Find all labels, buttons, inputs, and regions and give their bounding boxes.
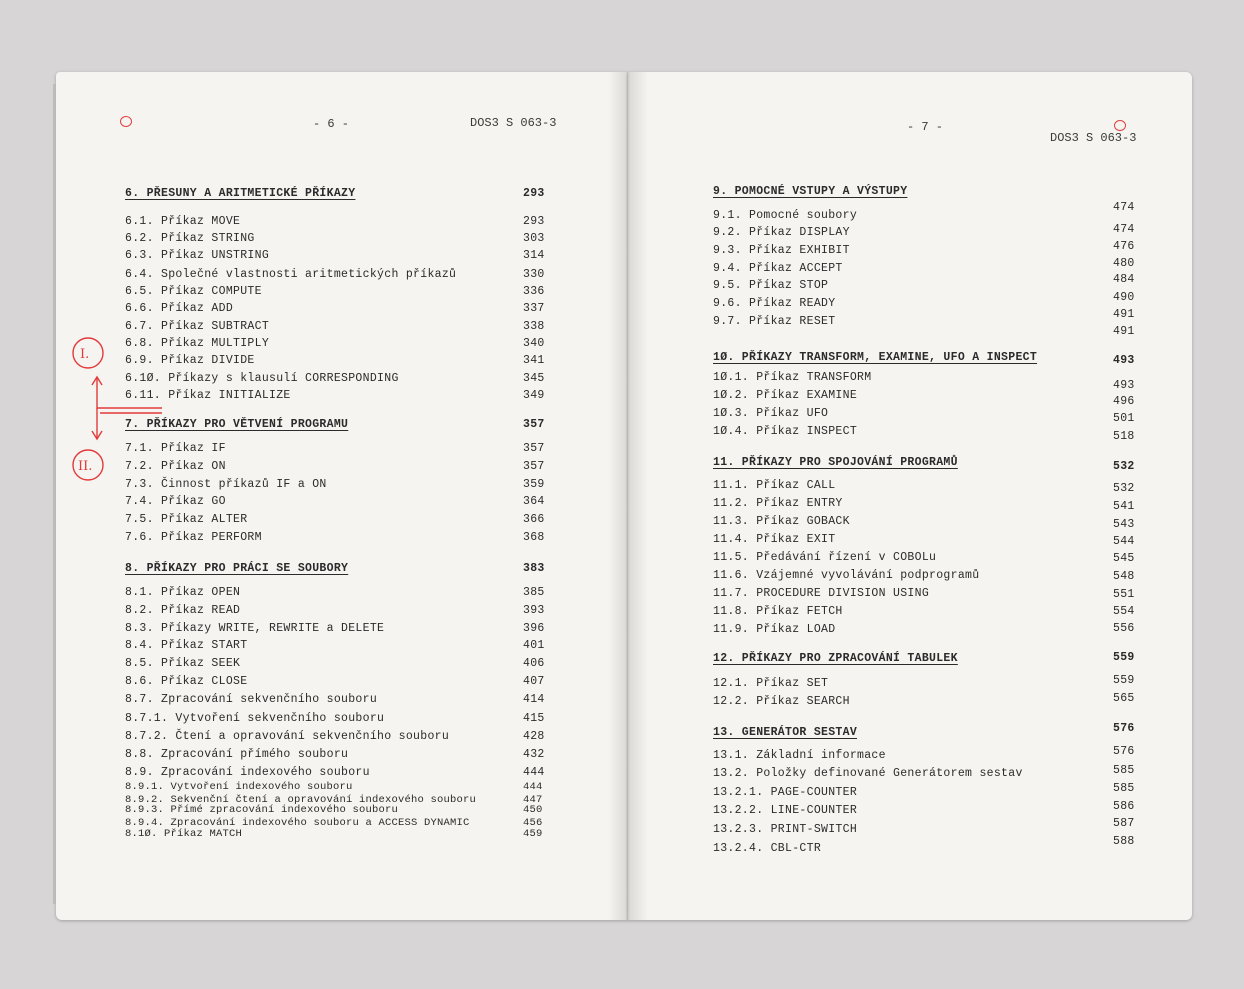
toc-entry-title: 7.1. Příkaz IF [125, 442, 226, 455]
toc-entry-title: 7.2. Příkaz ON [125, 460, 226, 473]
toc-entry-page: 303 [523, 232, 545, 245]
toc-entry-title: 9. POMOCNÉ VSTUPY A VÝSTUPY [713, 185, 908, 198]
toc-entry [125, 730, 565, 744]
toc-section-heading [713, 456, 1153, 473]
toc-entry-title: 6.1. Příkaz MOVE [125, 215, 241, 228]
toc-entry-title: 11.7. PROCEDURE DIVISION USING [713, 587, 930, 600]
toc-entry-title: 7.4. Příkaz GO [125, 495, 226, 508]
toc-entry [125, 354, 565, 368]
toc-entry-title: 6.3. Příkaz UNSTRING [125, 249, 270, 262]
toc-entry [125, 337, 565, 351]
toc-entry-title: 7.3. Činnost příkazů IF a ON [125, 478, 327, 491]
toc-entry-title: 13.2.4. CBL-CTR [713, 842, 822, 855]
toc-entry-page: 401 [523, 639, 545, 652]
toc-entry [125, 604, 565, 618]
toc-entry-title: 8.4. Příkaz START [125, 639, 248, 652]
annotation-mark-1: I. [80, 347, 90, 362]
toc-entry-title: 6.7. Příkaz SUBTRACT [125, 320, 270, 333]
toc-section-heading [713, 652, 1153, 666]
toc-entry [713, 764, 1153, 781]
toc-entry-page: 368 [523, 531, 545, 544]
toc-entry-title: 13.2.1. PAGE-COUNTER [713, 786, 858, 799]
toc-entry-page: 406 [523, 657, 545, 670]
toc-entry-page: 357 [523, 442, 545, 455]
toc-entry [713, 201, 1153, 223]
toc-entry-page: 407 [523, 675, 545, 688]
toc-entry [713, 371, 1153, 392]
toc-entry-page: 338 [523, 320, 545, 333]
toc-entry-page: 559 [1113, 674, 1135, 687]
toc-entry [713, 515, 1153, 529]
toc-entry-title: 11.2. Příkaz ENTRY [713, 497, 843, 510]
toc-entry-title: 8.6. Příkaz CLOSE [125, 675, 248, 688]
toc-entry-title: 1Ø.4. Příkaz INSPECT [713, 425, 858, 438]
toc-entry-page: 541 [1113, 500, 1135, 513]
toc-entry-page: 548 [1113, 570, 1135, 583]
left-page-number: - 6 - [313, 117, 350, 131]
annotation-arrow-up-line [97, 378, 162, 408]
toc-entry [125, 693, 565, 707]
toc-entry-title: 9.5. Příkaz STOP [713, 279, 829, 292]
toc-entry [125, 766, 565, 780]
toc-entry-page: 585 [1113, 782, 1135, 795]
toc-entry [125, 531, 565, 545]
toc-entry-title: 7.6. Příkaz PERFORM [125, 531, 262, 544]
toc-entry-title: 9.2. Příkaz DISPLAY [713, 226, 850, 239]
toc-entry-page: 450 [523, 804, 543, 816]
toc-entry [125, 442, 565, 456]
toc-entry [125, 622, 565, 636]
toc-entry-page: 364 [523, 495, 545, 508]
toc-entry-page: 459 [523, 828, 543, 840]
toc-entry-page: 491 [1113, 325, 1135, 338]
toc-entry [713, 674, 1153, 691]
toc-entry-page: 493 [1113, 354, 1135, 367]
toc-entry-title: 8.9.2. Sekvenční čtení a opravování indexového souboru [125, 794, 477, 806]
toc-entry-title: 6.9. Příkaz DIVIDE [125, 354, 255, 367]
toc-entry [713, 835, 1153, 856]
toc-entry-page: 559 [1113, 651, 1135, 664]
toc-entry-title: 12.2. Příkaz SEARCH [713, 695, 850, 708]
toc-entry-title: 9.1. Pomocné soubory [713, 209, 858, 222]
toc-entry-title: 8.7. Zpracování sekvenčního souboru [125, 693, 378, 706]
red-annotations [70, 335, 180, 490]
toc-entry-page: 496 [1113, 395, 1135, 408]
toc-entry [713, 497, 1153, 511]
toc-entry-title: 9.6. Příkaz READY [713, 297, 836, 310]
toc-entry-page: 385 [523, 586, 545, 599]
toc-entry [125, 372, 565, 386]
toc-entry [713, 223, 1153, 240]
toc-entry-page: 415 [523, 712, 545, 725]
toc-entry-page: 532 [1113, 460, 1135, 473]
toc-entry-page: 447 [523, 794, 543, 806]
toc-entry [713, 425, 1153, 443]
toc-entry-page: 586 [1113, 800, 1135, 813]
toc-entry [125, 781, 565, 795]
toc-entry [713, 273, 1153, 293]
toc-entry-title: 11.6. Vzájemné vyvolávání podprogramů [713, 569, 980, 582]
toc-entry-title: 12.1. Příkaz SET [713, 677, 829, 690]
toc-entry-title: 1Ø.2. Příkaz EXAMINE [713, 389, 858, 402]
toc-entry-page: 428 [523, 730, 545, 743]
toc-entry-title: 8.9.4. Zpracování indexového souboru a ACCESS DYNAMIC [125, 817, 470, 829]
toc-entry-title: 11.1. Příkaz CALL [713, 479, 836, 492]
toc-entry-title: 8. PŘÍKAZY PRO PRÁCI SE SOUBORY [125, 562, 349, 575]
toc-entry [125, 586, 565, 600]
toc-entry-page: 349 [523, 389, 545, 402]
toc-entry-page: 587 [1113, 817, 1135, 830]
toc-entry-page: 476 [1113, 240, 1135, 253]
toc-entry-title: 12. PŘÍKAZY PRO ZPRACOVÁNÍ TABULEK [713, 652, 958, 665]
toc-entry-page: 357 [523, 460, 545, 473]
toc-entry-title: 6.8. Příkaz MULTIPLY [125, 337, 270, 350]
toc-entry-page: 484 [1113, 273, 1135, 286]
toc-section-heading [125, 562, 565, 576]
toc-entry-page: 393 [523, 604, 545, 617]
right-page-number: - 7 - [907, 120, 944, 134]
toc-entry [125, 828, 565, 842]
toc-entry-page: 340 [523, 337, 545, 350]
toc-entry-title: 6.4. Společné vlastnosti aritmetických příkazů [125, 268, 457, 281]
toc-entry-page: 565 [1113, 692, 1135, 705]
toc-section-heading [125, 418, 565, 432]
toc-section-heading [713, 351, 1153, 365]
toc-entry [713, 587, 1153, 601]
toc-entry-page: 493 [1113, 379, 1135, 392]
toc-entry-page: 432 [523, 748, 545, 761]
right-doc-id: DOS3 S 063-3 [1050, 131, 1137, 145]
toc-entry [713, 291, 1153, 311]
toc-section-heading [713, 185, 1153, 199]
toc-entry [713, 325, 1153, 339]
toc-entry [713, 407, 1153, 425]
toc-entry [125, 748, 565, 762]
toc-entry-title: 8.7.2. Čtení a opravování sekvenčního souboru [125, 730, 450, 743]
toc-entry-title: 13.1. Základní informace [713, 749, 886, 762]
toc-entry-page: 396 [523, 622, 545, 635]
toc-entry-title: 6.5. Příkaz COMPUTE [125, 285, 262, 298]
toc-entry-title: 11.9. Příkaz LOAD [713, 623, 836, 636]
toc-entry [125, 804, 565, 818]
toc-entry-title: 7. PŘÍKAZY PRO VĚTVENÍ PROGRAMU [125, 418, 349, 431]
toc-entry [713, 533, 1153, 547]
toc-entry [713, 569, 1153, 583]
toc-entry-page: 543 [1113, 518, 1135, 531]
toc-entry [713, 551, 1153, 565]
toc-entry [125, 268, 565, 282]
red-circle-mark-left [120, 116, 132, 127]
toc-entry-page: 293 [523, 215, 545, 228]
toc-entry-title: 6.6. Příkaz ADD [125, 302, 234, 315]
toc-entry [713, 800, 1153, 818]
toc-entry-page: 359 [523, 478, 545, 491]
toc-entry-title: 11. PŘÍKAZY PRO SPOJOVÁNÍ PROGRAMŮ [713, 456, 958, 469]
toc-entry-page: 444 [523, 781, 543, 793]
toc-entry [125, 249, 565, 263]
toc-entry-title: 13.2. Položky definované Generátorem sestav [713, 767, 1023, 780]
toc-entry-title: 11.4. Příkaz EXIT [713, 533, 836, 546]
toc-entry-page: 345 [523, 372, 545, 385]
toc-entry-title: 7.5. Příkaz ALTER [125, 513, 248, 526]
toc-entry [713, 240, 1153, 258]
toc-entry-title: 13. GENERÁTOR SESTAV [713, 726, 858, 739]
toc-entry-page: 490 [1113, 291, 1135, 304]
toc-entry-page: 554 [1113, 605, 1135, 618]
toc-entry-title: 8.3. Příkazy WRITE, REWRITE a DELETE [125, 622, 385, 635]
toc-entry-title: 8.8. Zpracování přímého souboru [125, 748, 349, 761]
toc-entry [713, 479, 1153, 493]
toc-entry [713, 782, 1153, 800]
toc-entry [125, 302, 565, 316]
toc-entry [125, 712, 565, 726]
toc-entry-title: 11.8. Příkaz FETCH [713, 605, 843, 618]
toc-entry [125, 478, 565, 492]
toc-entry [713, 605, 1153, 619]
red-circle-mark-right [1114, 120, 1126, 131]
toc-entry-page: 444 [523, 766, 545, 779]
toc-entry-page: 341 [523, 354, 545, 367]
toc-entry [125, 495, 565, 509]
toc-entry [713, 257, 1153, 276]
toc-entry-title: 9.7. Příkaz RESET [713, 315, 836, 328]
toc-entry-title: 8.9. Zpracování indexového souboru [125, 766, 370, 779]
toc-entry-title: 1Ø.3. Příkaz UFO [713, 407, 829, 420]
toc-entry [125, 460, 565, 474]
toc-entry-page: 474 [1113, 201, 1135, 214]
toc-entry-page: 357 [523, 418, 545, 431]
toc-entry [125, 639, 565, 653]
toc-entry-title: 8.2. Příkaz READ [125, 604, 241, 617]
toc-entry-page: 383 [523, 562, 545, 575]
toc-entry [125, 389, 565, 403]
toc-entry-title: 8.5. Příkaz SEEK [125, 657, 241, 670]
toc-entry-page: 414 [523, 693, 545, 706]
toc-section-heading [125, 187, 565, 201]
toc-entry [713, 745, 1153, 763]
toc-entry-title: 13.2.2. LINE-COUNTER [713, 804, 858, 817]
toc-entry [125, 675, 565, 689]
toc-entry-title: 11.5. Předávání řízení v COBOLu [713, 551, 937, 564]
toc-entry [713, 692, 1153, 709]
toc-entry-title: 11.3. Příkaz GOBACK [713, 515, 850, 528]
toc-entry-page: 474 [1113, 223, 1135, 236]
toc-entry-page: 518 [1113, 430, 1135, 443]
toc-entry-page: 480 [1113, 257, 1135, 270]
left-doc-id: DOS3 S 063-3 [470, 116, 557, 130]
toc-entry-title: 6.2. Příkaz STRING [125, 232, 255, 245]
toc-entry-title: 8.9.3. Přímé zpracování indexového souboru [125, 804, 399, 816]
toc-entry-title: 9.3. Příkaz EXHIBIT [713, 244, 850, 257]
toc-entry-page: 314 [523, 249, 545, 262]
toc-entry-title: 8.1. Příkaz OPEN [125, 586, 241, 599]
toc-entry-page: 456 [523, 817, 543, 829]
toc-entry-page: 501 [1113, 412, 1135, 425]
toc-entry-title: 1Ø. PŘÍKAZY TRANSFORM, EXAMINE, UFO A INSPECT [713, 351, 1038, 364]
toc-section-heading [713, 722, 1153, 740]
toc-entry-title: 6. PŘESUNY A ARITMETICKÉ PŘÍKAZY [125, 187, 356, 200]
toc-entry-title: 1Ø.1. Příkaz TRANSFORM [713, 371, 872, 384]
toc-entry-page: 293 [523, 187, 545, 200]
toc-entry-page: 585 [1113, 764, 1135, 777]
toc-entry-page: 556 [1113, 622, 1135, 635]
toc-entry-title: 9.4. Příkaz ACCEPT [713, 262, 843, 275]
annotation-mark-2: II. [78, 459, 93, 474]
toc-entry [125, 215, 565, 229]
toc-entry [125, 513, 565, 527]
toc-entry-page: 366 [523, 513, 545, 526]
toc-entry-title: 6.11. Příkaz INITIALIZE [125, 389, 291, 402]
toc-entry-title: 8.9.1. Vytvoření indexového souboru [125, 781, 353, 793]
toc-entry-page: 551 [1113, 588, 1135, 601]
toc-entry-title: 8.7.1. Vytvoření sekvenčního souboru [125, 712, 385, 725]
toc-entry [713, 389, 1153, 408]
toc-entry [713, 817, 1153, 837]
toc-entry-page: 491 [1113, 308, 1135, 321]
toc-entry [713, 623, 1153, 637]
toc-entry-page: 576 [1113, 722, 1135, 735]
toc-entry-title: 8.1Ø. Příkaz MATCH [125, 828, 243, 840]
toc-entry-title: 6.1Ø. Příkazy s klausulí CORRESPONDING [125, 372, 399, 385]
toc-entry [125, 285, 565, 299]
toc-entry-page: 588 [1113, 835, 1135, 848]
toc-entry-page: 545 [1113, 552, 1135, 565]
toc-entry-page: 330 [523, 268, 545, 281]
toc-entry-page: 336 [523, 285, 545, 298]
toc-entry [125, 657, 565, 671]
toc-entry-page: 532 [1113, 482, 1135, 495]
toc-entry-page: 337 [523, 302, 545, 315]
toc-entry-title: 13.2.3. PRINT-SWITCH [713, 823, 858, 836]
toc-entry [125, 232, 565, 246]
toc-entry-page: 544 [1113, 535, 1135, 548]
toc-entry-page: 576 [1113, 745, 1135, 758]
toc-entry [125, 320, 565, 334]
